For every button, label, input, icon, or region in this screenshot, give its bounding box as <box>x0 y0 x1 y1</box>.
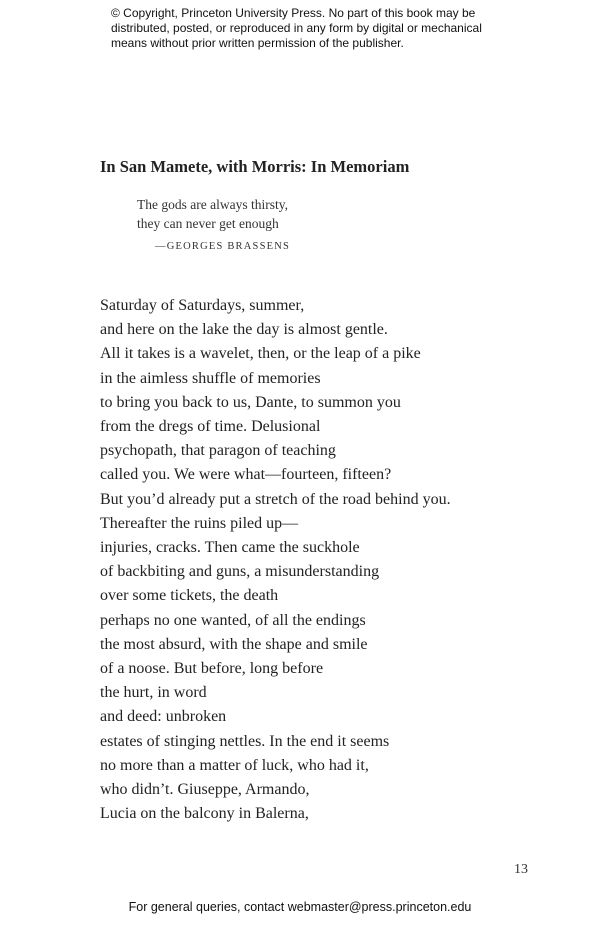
poem-line: and deed: unbroken <box>100 708 227 726</box>
epigraph-line: they can never get enough <box>137 216 279 231</box>
poem-line: Thereafter the ruins piled up— <box>100 514 299 532</box>
poem-line: the most absurd, with the shape and smile <box>100 635 368 653</box>
poem-line: injuries, cracks. Then came the suckhole <box>100 539 360 557</box>
poem-line: Saturday of Saturdays, summer, <box>100 297 305 314</box>
poem-line: All it takes is a wavelet, then, or the leap of a pike <box>100 345 421 363</box>
poem-line: no more than a matter of luck, who had it, <box>100 756 369 774</box>
footer-contact: For general queries, contact webmaster@press.princeton.edu <box>128 900 472 914</box>
epigraph <box>137 195 288 233</box>
copyright-notice <box>111 6 482 51</box>
poem-line: called you. We were what—fourteen, fifteen? <box>100 466 392 484</box>
poem-line: to bring you back to us, Dante, to summon you <box>100 393 401 411</box>
poem-body <box>100 294 451 826</box>
poem-line: perhaps no one wanted, of all the endings <box>100 611 366 629</box>
poem-line: But you’d already put a stretch of the road behind you. <box>100 490 451 508</box>
poem-line: of a noose. But before, long before <box>100 660 324 678</box>
poem-line: who didn’t. Giuseppe, Armando, <box>100 781 310 799</box>
poem-line: psychopath, that paragon of teaching <box>100 442 336 460</box>
poem-line: in the aimless shuffle of memories <box>100 369 321 387</box>
epigraph-line: The gods are always thirsty, <box>137 197 288 212</box>
epigraph-attribution: —GEORGES BRASSENS <box>155 241 291 252</box>
page-number: 13 <box>514 862 528 877</box>
notice-line: means without prior written permission of the publisher. <box>111 36 404 50</box>
poem-line: and here on the lake the day is almost gentle. <box>100 321 388 339</box>
poem-line: from the dregs of time. Delusional <box>100 418 321 436</box>
poem-line: estates of stinging nettles. In the end it seems <box>100 732 390 750</box>
poem-title: In San Mamete, with Morris: In Memoriam <box>100 157 410 176</box>
poem-line: Lucia on the balcony in Balerna, <box>100 805 309 823</box>
notice-line: © Copyright, Princeton University Press. No part of this book may be <box>111 6 476 20</box>
poem-line: over some tickets, the death <box>100 587 279 605</box>
notice-line: distributed, posted, or reproduced in any form by digital or mechanical <box>111 21 482 35</box>
poem-line: the hurt, in word <box>100 684 207 702</box>
poem-line: of backbiting and guns, a misunderstanding <box>100 563 380 581</box>
